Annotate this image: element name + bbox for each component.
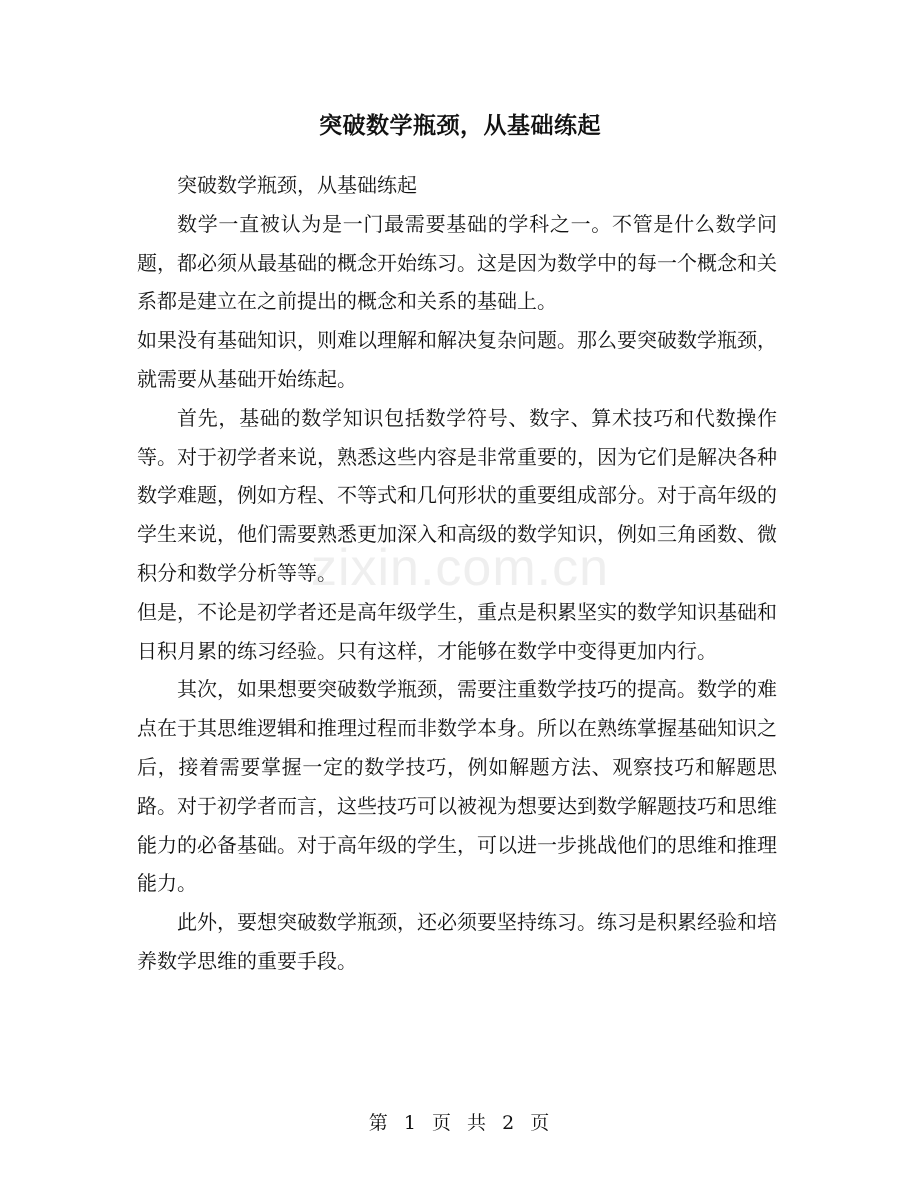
document-subtitle: 突破数学瓶颈，从基础练起 xyxy=(177,173,417,197)
footer-total-unit: 页 xyxy=(530,1112,552,1134)
page-footer xyxy=(0,1108,920,1135)
footer-current-page: 1 xyxy=(403,1112,418,1134)
watermark: zixin.com.cn xyxy=(310,539,610,597)
paragraph-2: 如果没有基础知识，则难以理解和解决复杂问题。那么要突破数学瓶颈，就需要从基础开始练起。 xyxy=(137,328,777,391)
paragraph-6: 此外，要想突破数学瓶颈，还必须要坚持练习。练习是积累经验和培养数学思维的重要手段。 xyxy=(137,910,777,973)
paragraph-1: 数学一直被认为是一门最需要基础的学科之一。不管是什么数学问题，都必须从最基础的概念开始练习。这是因为数学中的每一个概念和关系都是建立在之前提出的概念和关系的基础上。 xyxy=(137,211,777,314)
paragraph-3: 首先，基础的数学知识包括数学符号、数字、算术技巧和代数操作等。对于初学者来说，熟悉这些内容是非常重要的，因为它们是解决各种数学难题，例如方程、不等式和几何形状的重要组成部分。对于高年级的学生来说，他们需要熟悉更加深入和高级的数学知识，例如三角函数、微积分和数学分析等等。 xyxy=(137,405,777,585)
footer-page-unit: 页 xyxy=(431,1112,453,1134)
paragraph-5: 其次，如果想要突破数学瓶颈，需要注重数学技巧的提高。数学的难点在于其思维逻辑和推理过程而非数学本身。所以在熟练掌握基础知识之后，接着需要掌握一定的数学技巧，例如解题方法、观察技巧和解题思路。对于初学者而言，这些技巧可以被视为想要达到数学解题技巧和思维能力的必备基础。对于高年级的学生，可以进一步挑战他们的思维和推理能力。 xyxy=(137,677,777,896)
footer-total-label: 共 xyxy=(467,1112,489,1134)
document-title: 突破数学瓶颈，从基础练起 xyxy=(319,112,601,139)
paragraph-4: 但是，不论是初学者还是高年级学生，重点是积累坚实的数学知识基础和日积月累的练习经验。只有这样，才能够在数学中变得更加内行。 xyxy=(137,599,777,663)
document-body xyxy=(137,166,777,981)
footer-prefix: 第 xyxy=(368,1112,390,1134)
footer-total-pages: 2 xyxy=(502,1112,517,1134)
